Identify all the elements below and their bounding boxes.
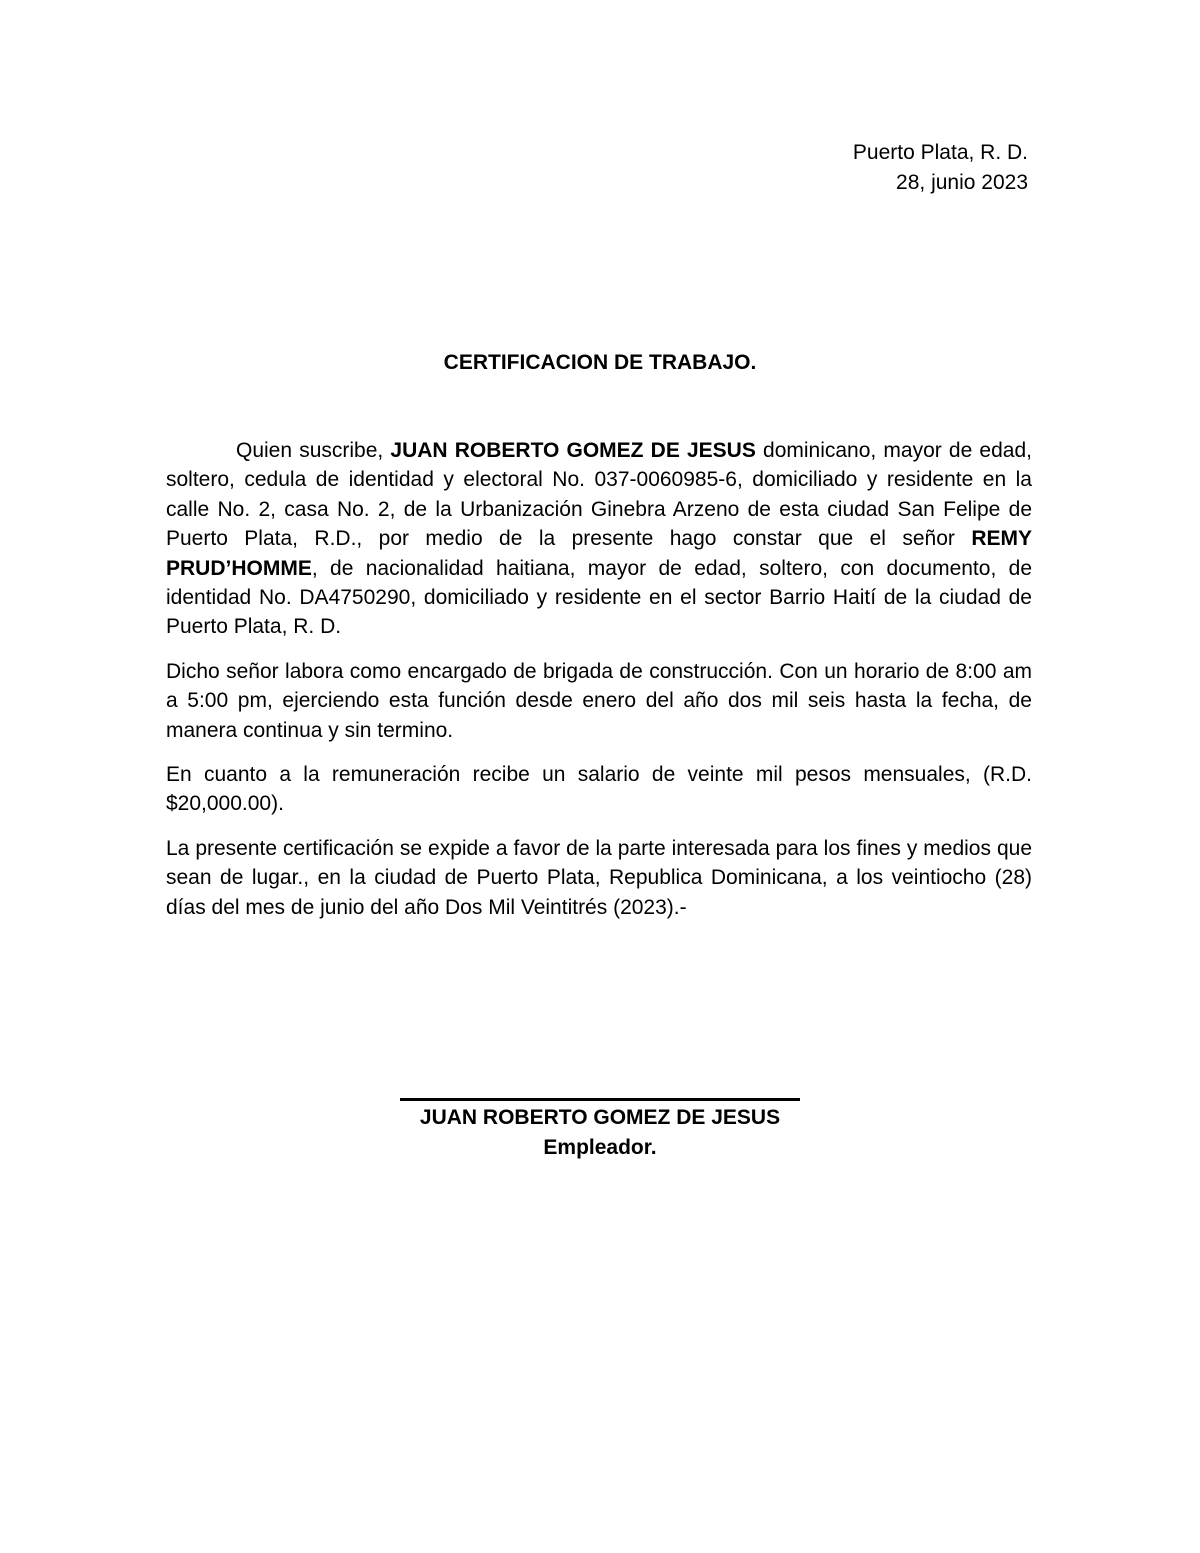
- paragraph-position: Dicho señor labora como encargado de brigada de construcción. Con un horario de 8:00 am a 5:00 pm, ejerciendo esta función desde enero del año dos mil seis hasta la fecha, de manera continua y sin termino.: [166, 659, 1032, 742]
- signature-block: [0, 1068, 1200, 1163]
- paragraph-declaration: [166, 436, 1032, 642]
- declaration-text-b: , de nacionalidad haitiana, mayor de edad, soltero, con documento, de identidad No. DA4750290, domiciliado y residente en el sector Barrio Haití de la ciudad de Puerto Plata, R. D.: [166, 556, 1032, 639]
- paragraph-salary: En cuanto a la remuneración recibe un salario de veinte mil pesos mensuales, (R.D. $20,000.00).: [166, 763, 1032, 816]
- declaration-text-a: dominicano, mayor de edad, soltero, cedula de identidad y electoral No. 037-0060985-6, domiciliado y residente en la calle No. 2, casa No. 2, de la Urbanización Ginebra Arzeno de esta ciudad San Felipe de Puerto Plata, R.D., por medio de la presente hago constar que el señor: [166, 439, 1032, 551]
- signature-line: [400, 1098, 800, 1101]
- signature-name: JUAN ROBERTO GOMEZ DE JESUS: [419, 1106, 781, 1129]
- paragraph-closing: La presente certificación se expide a favor de la parte interesada para los fines y medios que sean de lugar., en la ciudad de Puerto Plata, Republica Dominicana, a los veintiocho (28) días del mes de junio del año Dos Mil Veintitrés (2023).-: [166, 836, 1032, 919]
- declaration-intro: Quien suscribe,: [236, 439, 391, 462]
- place-date-block: [853, 138, 1028, 198]
- place-line: Puerto Plata, R. D.: [852, 141, 1028, 164]
- document-title: CERTIFICACION DE TRABAJO.: [443, 351, 757, 374]
- signature-role: Empleador.: [543, 1136, 657, 1159]
- employer-name-inline: JUAN ROBERTO GOMEZ DE JESUS: [390, 439, 756, 462]
- date-line: 28, junio 2023: [896, 171, 1028, 194]
- employee-name-inline: REMY PRUD’HOMME: [166, 527, 1032, 580]
- document-body: [166, 436, 1032, 937]
